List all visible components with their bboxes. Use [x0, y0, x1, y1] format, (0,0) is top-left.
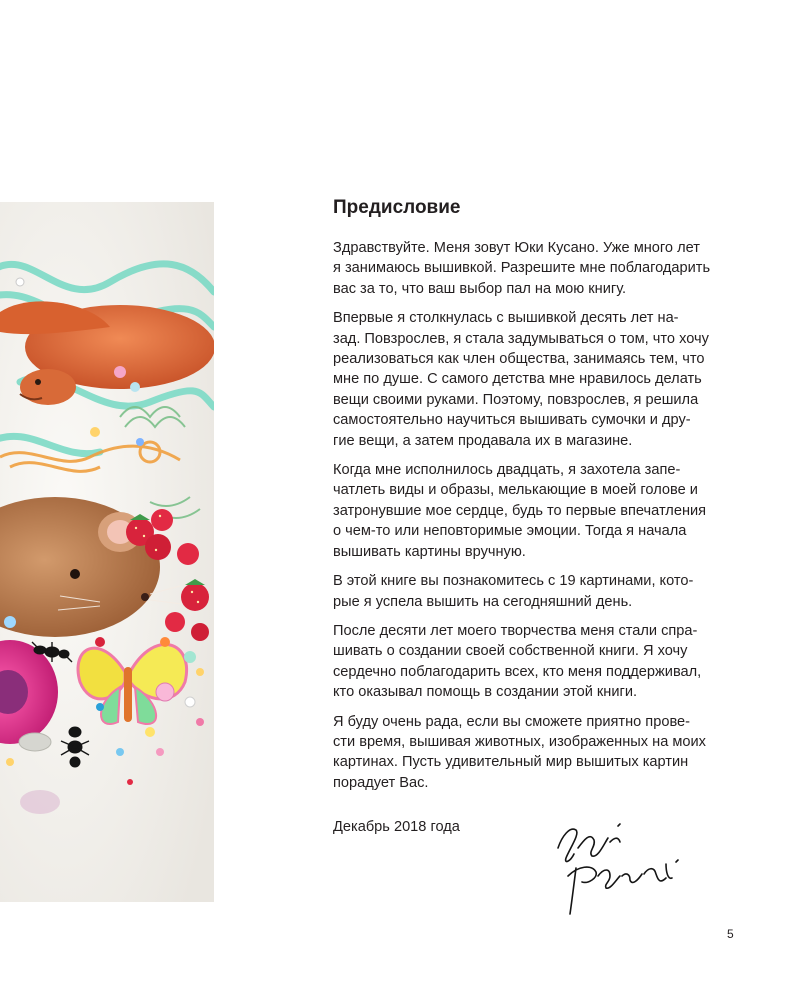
- embroidery-illustration: [0, 202, 214, 902]
- page-number: 5: [727, 927, 734, 941]
- preface-paragraph-1: Здравствуйте. Меня зовут Юки Кусано. Уже много лет я занимаюсь вышивкой. Разрешите мне поблагодарить вас за то, что ваш выбор пал на мою книгу.: [333, 240, 711, 297]
- handwritten-signature: [548, 818, 688, 918]
- embroidery-photo: [0, 202, 214, 902]
- preface-paragraph-2: Впервые я столкнулась с вышивкой десять лет на- зад. Повзрослев, я стала задумываться о том, что хочу реализоваться как член общества, занимаясь тем, что мне по душе. С самого детства мне нравилось делать вещи своими руками. Поэтому, повзрослев, я решила самостоятельно научиться вышивать сумочки и дру- гие вещи, а затем продавала их в магазине.: [333, 310, 709, 449]
- preface-paragraph-5: После десяти лет моего творчества меня стали спра- шивать о создании своей собственной книги. Я хочу сердечно поблагодарить всех, кто меня поддерживал, кто оказывал помощь в создании этой книги.: [333, 622, 702, 701]
- preface-paragraph-6: Я буду очень рада, если вы сможете приятно прове- сти время, вышивая животных, изображенных на моих картинах. Пусть удивительный мир вышитых картин порадует Вас.: [333, 713, 706, 791]
- preface-paragraph-4: В этой книге вы познакомитесь с 19 картинами, кото- рые я успела вышить на сегодняшний день.: [333, 573, 694, 610]
- preface-column: [333, 196, 733, 802]
- preface-title: Предисловие: [333, 197, 461, 218]
- preface-date: Декабрь 2018 года: [333, 819, 460, 835]
- preface-paragraph-3: Когда мне исполнилось двадцать, я захотела запе- чатлеть виды и образы, мелькающие в моей голове и затронувшие мое сердце, будь то первые впечатления о чем-то или неповторимые эмоции. Тогда я начала вышивать картины вручную.: [333, 462, 707, 560]
